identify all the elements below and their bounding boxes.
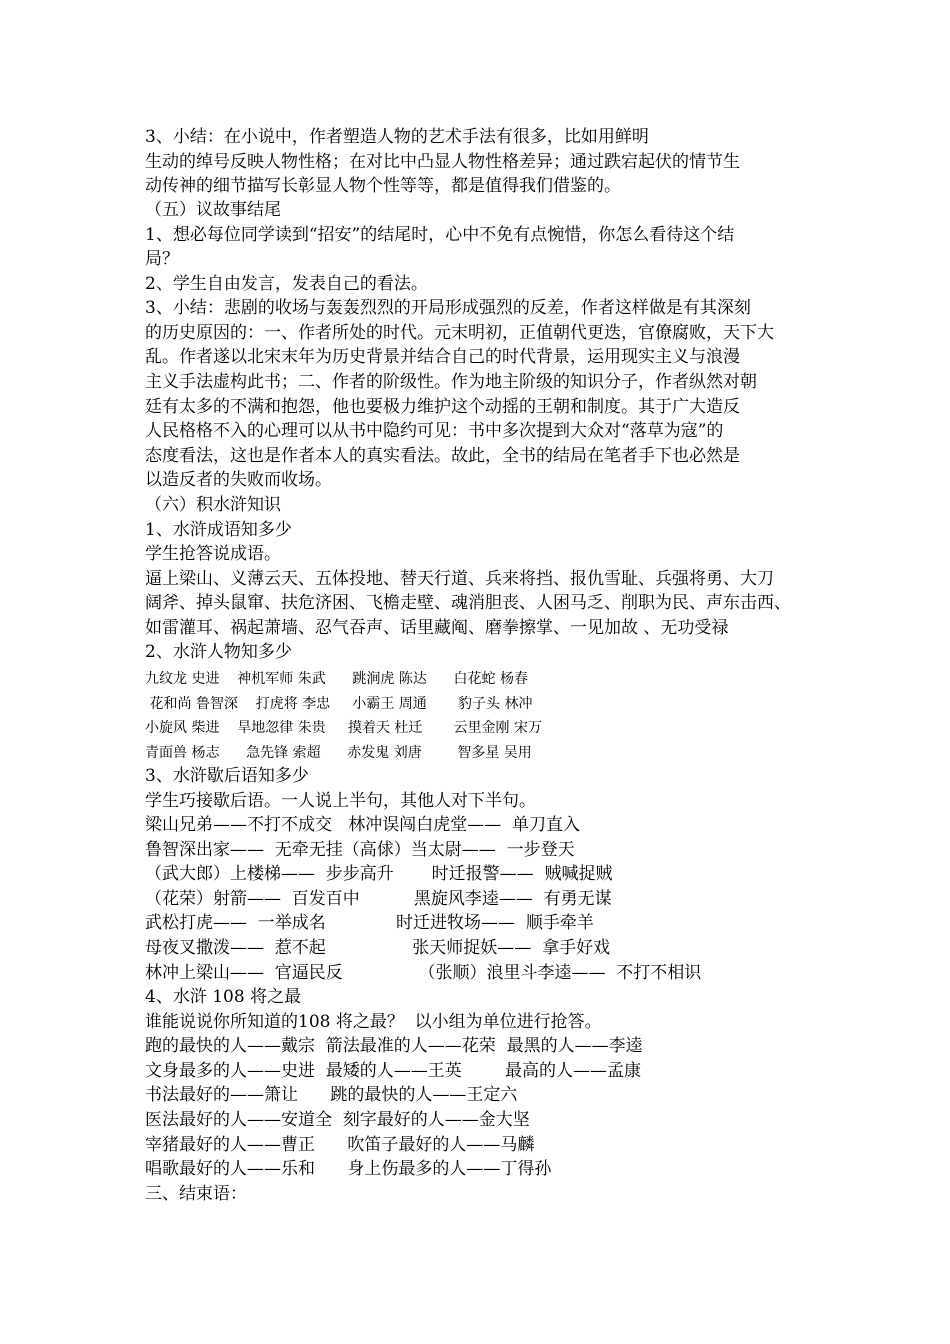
text-line: 廷有太多的不满和抱怨，他也要极力维护这个动摇的王朝和制度。其于广大造反: [145, 397, 740, 417]
text-line: 3、小结：悲剧的收场与轰轰烈烈的开局形成强烈的反差，作者这样做是有其深刻: [145, 298, 751, 318]
character-list-row: 青面兽 杨志 急先锋 索超 赤发鬼 刘唐 智多星 吴用: [145, 745, 532, 761]
character-list-row: 花和尚 鲁智深 打虎将 李忠 小霸王 周通 豹子头 林冲: [145, 696, 533, 712]
text-line: 1、想必每位同学读到“招安”的结尾时，心中不免有点惋惜，你怎么看待这个结: [145, 225, 735, 245]
character-list-row: 九纹龙 史进 神机军师 朱武 跳涧虎 陈达 白花蛇 杨春: [145, 671, 529, 687]
text-line: 2、学生自由发言，发表自己的看法。: [145, 274, 428, 294]
text-line: （花荣）射箭—— 百发百中 黑旋风李逵—— 有勇无谋: [145, 889, 612, 909]
text-line: 的历史原因的：一、作者所处的时代。元末明初，正值朝代更迭，官僚腐败，天下大: [145, 323, 774, 343]
section-heading: （五）议故事结尾: [145, 200, 281, 220]
character-list-row: 小旋风 柴进 旱地忽律 朱贵 摸着天 杜迁 云里金刚 宋万: [145, 720, 543, 736]
text-line: 以造反者的失败而收场。: [145, 470, 332, 490]
text-line: 逼上梁山、义薄云天、五体投地、替天行道、兵来将挡、报仇雪耻、兵强将勇、大刀: [145, 569, 774, 589]
text-line: 阔斧、掉头鼠窜、扶危济困、飞檐走壁、魂消胆丧、人困马乏、削职为民、声东击西、: [145, 593, 791, 613]
text-line: 学生抢答说成语。: [145, 544, 281, 564]
text-line: 主义手法虚构此书；二、作者的阶级性。作为地主阶级的知识分子，作者纵然对朝: [145, 372, 757, 392]
text-line: 林冲上梁山—— 官逼民反 （张顺）浪里斗李逵—— 不打不相识: [145, 963, 702, 983]
text-line: 2、水浒人物知多少: [145, 642, 292, 662]
text-line: 3、水浒歇后语知多少: [145, 766, 309, 786]
text-line: 动传神的细节描写长彰显人物个性等等，都是值得我们借鉴的。: [145, 176, 621, 196]
text-line: 医法最好的人——安道全 刻字最好的人——金大坚: [145, 1110, 530, 1130]
text-line: 局？: [145, 249, 179, 269]
text-line: 乱。作者遂以北宋末年为历史背景并结合自己的时代背景，运用现实主义与浪漫: [145, 347, 740, 367]
text-line: 唱歌最好的人——乐和 身上伤最多的人——丁得孙: [145, 1159, 552, 1179]
text-line: 态度看法，这也是作者本人的真实看法。故此，全书的结局在笔者手下也必然是: [145, 446, 740, 466]
text-line: 生动的绰号反映人物性格；在对比中凸显人物性格差异；通过跌宕起伏的情节生: [145, 152, 740, 172]
text-line: 4、水浒 108 将之最: [145, 987, 302, 1007]
text-line: 梁山兄弟——不打不成交 林冲误闯白虎堂—— 单刀直入: [145, 815, 581, 835]
text-line: 鲁智深出家—— 无牵无挂（高俅）当太尉—— 一步登天: [145, 840, 575, 860]
text-line: 人民格格不入的心理可以从书中隐约可见：书中多次提到大众对“落草为寇”的: [145, 421, 724, 441]
text-line: 3、小结：在小说中，作者塑造人物的艺术手法有很多，比如用鲜明: [145, 127, 649, 147]
text-line: 文身最多的人——史进 最矮的人——王英 最高的人——孟康: [145, 1061, 642, 1081]
text-line: 跑的最快的人——戴宗 箭法最准的人——花荣 最黑的人——李逵: [145, 1036, 643, 1056]
text-line: 1、水浒成语知多少: [145, 520, 292, 540]
text-line: 母夜叉撒泼—— 惹不起 张天师捉妖—— 拿手好戏: [145, 938, 611, 958]
text-line: 谁能说说你所知道的108 将之最？ 以小组为单位进行抢答。: [145, 1012, 602, 1032]
section-heading: （六）积水浒知识: [145, 495, 281, 515]
text-line: 武松打虎—— 一举成名 时迁进牧场—— 顺手牵羊: [145, 913, 594, 933]
text-line: （武大郎）上楼梯—— 步步高升 时迁报警—— 贼喊捉贼: [145, 864, 613, 884]
text-line: 宰猪最好的人——曹正 吹笛子最好的人——马麟: [145, 1135, 535, 1155]
section-heading: 三、结束语：: [145, 1184, 247, 1204]
text-line: 书法最好的——箫让 跳的最快的人——王定六: [145, 1085, 518, 1105]
text-line: 学生巧接歇后语。一人说上半句，其他人对下半句。: [145, 791, 536, 811]
text-line: 如雷灌耳、祸起萧墙、忍气吞声、话里藏阄、磨拳擦掌、一见加故 、无功受禄: [145, 618, 729, 638]
